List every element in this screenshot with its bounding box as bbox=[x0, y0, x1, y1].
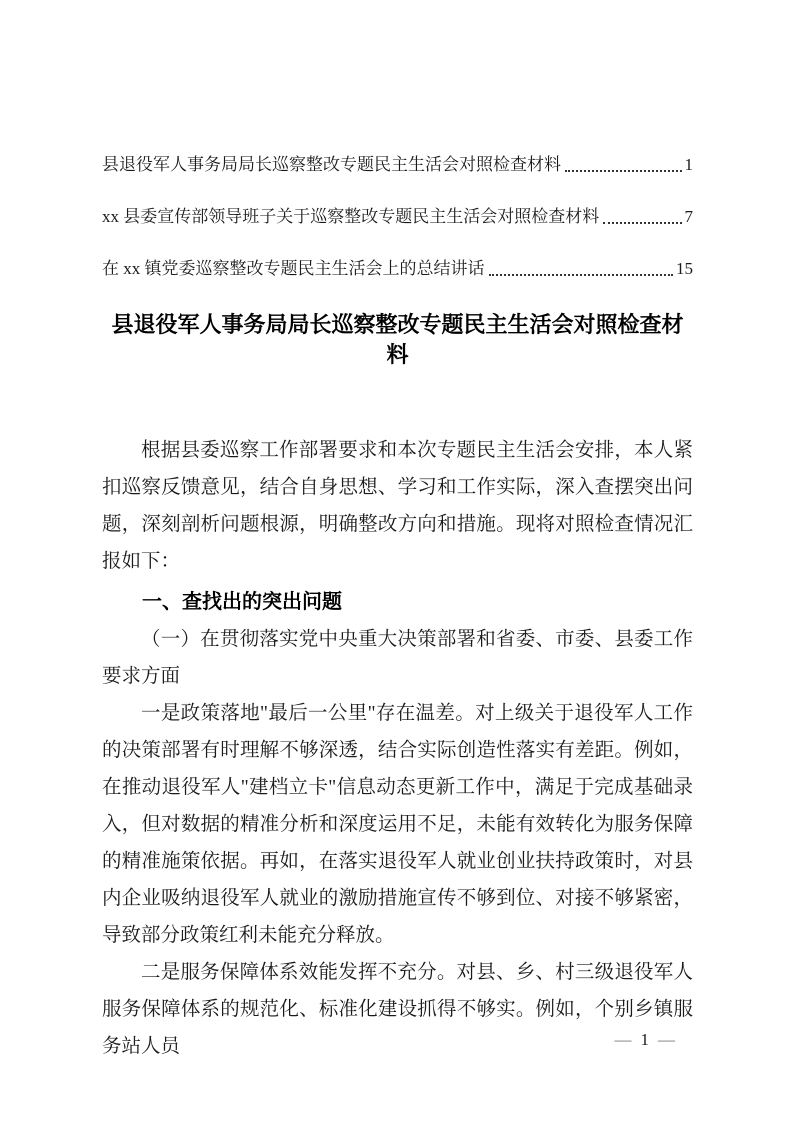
toc-entry-page-number: 15 bbox=[676, 259, 693, 278]
subsection-heading: （一）在贯彻落实党中央重大决策部署和省委、市委、县委工作要求方面 bbox=[102, 629, 693, 687]
toc-entry-title: 在 xx 镇党委巡察整改专题民主生活会上的总结讲话 bbox=[102, 259, 485, 278]
toc-entry[interactable] bbox=[102, 256, 693, 282]
toc-dotted-leader bbox=[603, 222, 681, 224]
toc-entry[interactable] bbox=[102, 204, 693, 230]
page-number-right-dash: — bbox=[658, 1030, 675, 1049]
body-paragraph: 一是政策落地"最后一公里"存在温差。对上级关于退役军人工作的决策部署有时理解不够深透，结合实际创造性落实有差距。例如，在推动退役军人"建档立卡"信息动态更新工作中，满足于完成基础录入，但对数据的精准分析和深度运用不足，未能有效转化为服务保障的精准施策依据。再如，在落实退役军人就业创业扶持政策时，对县内企业吸纳退役军人就业的激励措施宣传不够到位、对接不够紧密，导致部分政策红利未能充分释放。 bbox=[102, 703, 693, 946]
toc-entry[interactable] bbox=[102, 152, 693, 178]
section-heading: 一、查找出的突出问题 bbox=[142, 591, 342, 613]
toc-entry-page-number: 7 bbox=[684, 207, 693, 226]
document-title: 县退役军人事务局局长巡察整改专题民主生活会对照检查材料 bbox=[111, 312, 684, 367]
intro-paragraph: 根据县委巡察工作部署要求和本次专题民主生活会安排，本人紧扣巡察反馈意见，结合自身思想、学习和工作实际，深入查摆突出问题，深刻剖析问题根源，明确整改方向和措施。现将对照检查情况汇报如下： bbox=[102, 440, 693, 572]
toc-dotted-leader bbox=[489, 274, 674, 276]
toc-dotted-leader bbox=[565, 170, 682, 172]
table-of-contents bbox=[102, 152, 693, 282]
page-number-left-dash: — bbox=[614, 1030, 632, 1049]
body-paragraph: 二是服务保障体系效能发挥不充分。对县、乡、村三级退役军人服务保障体系的规范化、标准化建设抓得不够实。例如，个别乡镇服务站人员 bbox=[102, 962, 693, 1057]
toc-entry-title: xx 县委宣传部领导班子关于巡察整改专题民主生活会对照检查材料 bbox=[102, 207, 600, 226]
page-number bbox=[615, 1028, 676, 1052]
toc-entry-page-number: 1 bbox=[684, 155, 693, 174]
page-number-value: 1 bbox=[640, 1030, 649, 1049]
toc-entry-title: 县退役军人事务局局长巡察整改专题民主生活会对照检查材料 bbox=[102, 155, 561, 174]
